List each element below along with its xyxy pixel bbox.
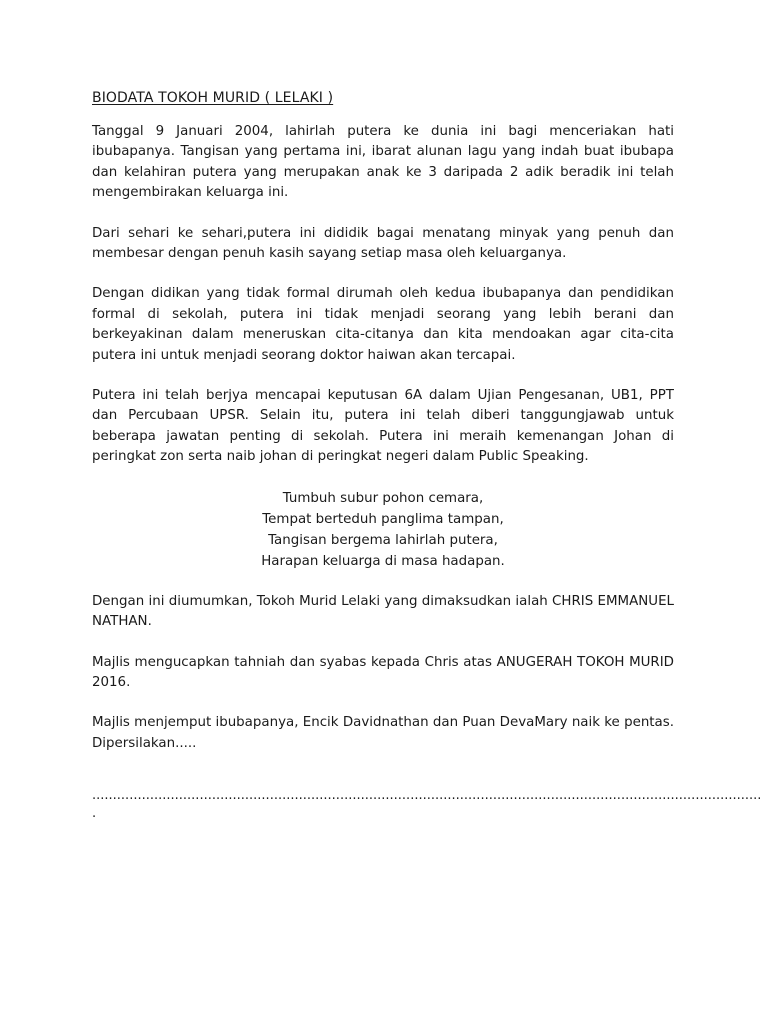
pantun-verse: [92, 488, 674, 572]
paragraph-announcement: Dengan ini diumumkan, Tokoh Murid Lelaki yang dimaksudkan ialah CHRIS EMMANUEL NATHAN.: [92, 593, 674, 630]
document-title: BIODATA TOKOH MURID ( LELAKI ): [92, 90, 334, 106]
trailing-dot: .: [92, 806, 97, 822]
poem-line: Tangisan bergema lahirlah putera,: [268, 532, 498, 548]
poem-line: Harapan keluarga di masa hadapan.: [261, 553, 505, 569]
document-page: [92, 88, 762, 822]
poem-line: Tumbuh subur pohon cemara,: [282, 490, 484, 506]
paragraph-congratulations: Majlis mengucapkan tahniah dan syabas kepada Chris atas ANUGERAH TOKOH MURID 2016.: [92, 654, 674, 690]
paragraph-upbringing: Dari sehari ke sehari,putera ini dididik bagai menatang minyak yang penuh dan membesar dengan penuh kasih sayang setiap masa oleh keluarganya.: [92, 225, 674, 262]
poem-line: Tempat berteduh panglima tampan,: [262, 511, 504, 527]
paragraph-birth: Tanggal 9 Januari 2004, lahirlah putera ke dunia ini bagi menceriakan hati ibubapanya. Tangisan yang pertama ini, ibarat alunan lagu yang indah buat ibubapa dan kelahiran putera yang merupakan anak ke 3 daripada 2 adik beradik ini telah mengembirakan keluarga ini.: [92, 124, 674, 201]
paragraph-invitation: Majlis menjemput ibubapanya, Encik Davidnathan dan Puan DevaMary naik ke pentas. Dipersilakan.....: [92, 715, 674, 751]
dotted-separator: ..................................................................................................................................................................: [92, 788, 762, 804]
paragraph-education: Dengan didikan yang tidak formal dirumah oleh kedua ibubapanya dan pendidikan formal di sekolah, putera ini tidak menjadi seorang yang lebih berani dan berkeyakinan dalam meneruskan cita-citanya dan kita mendoakan agar cita-cita putera ini untuk menjadi seorang doktor haiwan akan tercapai.: [92, 286, 674, 363]
paragraph-achievements: Putera ini telah berjya mencapai keputusan 6A dalam Ujian Pengesanan, UB1, PPT dan Percubaan UPSR. Selain itu, putera ini telah diberi tanggungjawab untuk beberapa jawatan penting di sekolah. Putera ini meraih kemenangan Johan di peringkat zon serta naib johan di peringkat negeri dalam Public Speaking.: [92, 388, 674, 465]
